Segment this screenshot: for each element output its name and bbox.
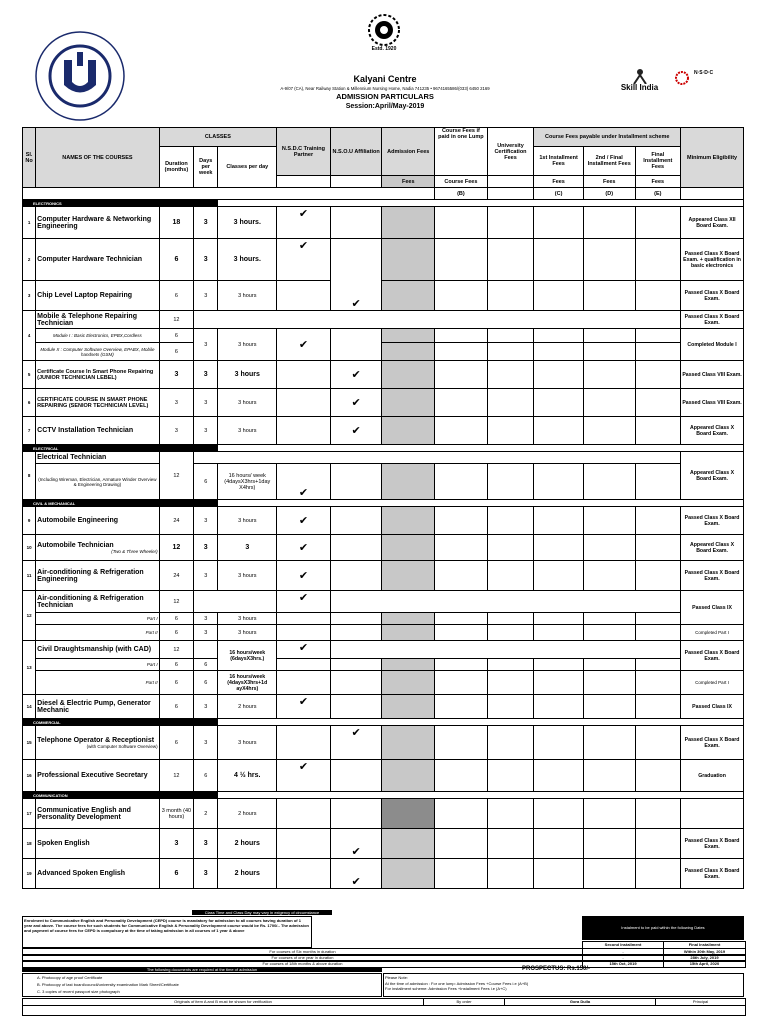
course-cpd: 3 hours: [218, 726, 277, 760]
course-sn: 12: [23, 591, 36, 641]
course-duration: 6: [159, 625, 193, 641]
col-admission: Admission Fees: [382, 128, 435, 176]
course-eligibility: Completed Module I: [681, 329, 744, 361]
course-days: 3: [194, 535, 218, 561]
course-eligibility: Passed Class X Board Exam.: [681, 311, 744, 329]
course-name: Telephone Operator & Receptionist: [37, 736, 155, 744]
schedule-final: 28th July, 2019: [663, 954, 746, 962]
course-cpd: 16 hours/week (6daysX3hrs.): [218, 641, 277, 671]
course-eligibility: Graduation: [681, 760, 744, 792]
course-name: Automobile Technician: [37, 541, 114, 549]
course-name: Professional Executive Secretary: [36, 760, 160, 792]
installment-heading: Instalment to be paid within the following Dates: [582, 916, 744, 940]
course-days: 6: [194, 464, 218, 500]
course-duration: 6: [159, 343, 193, 361]
table-header-row: [23, 188, 744, 200]
course-cpd: 3: [218, 535, 277, 561]
course-eligibility: Appeared Class X Board Exam.: [681, 452, 744, 500]
course-sn: 15: [23, 726, 36, 760]
course-eligibility: Completed Part I: [681, 671, 744, 695]
nsdc-check-icon: ✔: [277, 760, 331, 792]
course-duration: 6: [159, 671, 193, 695]
course-eligibility: Passed Class X Board Exam.: [681, 561, 744, 591]
fees-label: Fees: [583, 176, 635, 188]
col-e: (E): [635, 188, 681, 200]
course-eligibility: Passed Class X Board Exam.: [681, 281, 744, 311]
section-row: [23, 445, 744, 452]
table-row: [23, 239, 744, 281]
admission-table: [22, 127, 744, 889]
schedule-second: -: [582, 954, 664, 962]
principal-label: Principal: [655, 998, 746, 1006]
course-eligibility: Passed Class X Board Exam.: [681, 829, 744, 859]
nsdc-text: N·S·D·C: [694, 70, 714, 76]
table-row: [23, 829, 744, 859]
course-duration: 3: [159, 829, 193, 859]
table-row: [23, 535, 744, 561]
course-sn: 2: [23, 239, 36, 281]
course-eligibility: Appeared Class X Board Exam.: [681, 535, 744, 561]
course-duration: 6: [159, 726, 193, 760]
course-name: Certificate Course In Smart Phone Repairing (JUNIOR TECHNICIAN LEBEL): [36, 361, 160, 389]
col-nsdc: N.S.D.C Training Partner: [277, 128, 331, 176]
course-days: 3: [194, 829, 218, 859]
nsou-check-icon: ✔: [330, 417, 382, 445]
course-days: 3: [194, 239, 218, 281]
course-days: 3: [194, 329, 218, 361]
course-name: Electrical Technician: [36, 452, 160, 464]
table-row: [23, 561, 744, 591]
module-text: Module I : Basic Electronics, EPBX,Cordless: [53, 333, 142, 338]
course-eligibility: Passed Class X Board Exam.: [681, 859, 744, 889]
course-duration: 12: [159, 641, 193, 659]
prospectus-price: PROSPECTUS: Rs.150/-: [522, 966, 591, 972]
section-commercial: COMMERCIAL: [23, 719, 218, 726]
col-b: (B): [435, 188, 488, 200]
course-sn: 7: [23, 417, 36, 445]
course-subtitle: (Including Wireman, Electrician, Armature Winder Overview & Engineering Drawing): [38, 476, 157, 487]
table-row: [23, 464, 744, 500]
course-duration: 12: [159, 535, 193, 561]
skill-india-icon: [630, 68, 650, 84]
table-row: [23, 695, 744, 719]
section-electronics: ELECTRONICS: [23, 200, 218, 207]
course-sn: 14: [23, 695, 36, 719]
fees-label: Fees: [534, 176, 584, 188]
nsdc-check-icon: ✔: [277, 507, 331, 535]
document-b: B. Photocopy of last board/council/university examination Mark Sheet/Certificate: [37, 982, 179, 987]
nsdc-check-icon: ✔: [277, 695, 331, 719]
course-name: Communicative English and Personality Development: [36, 799, 160, 829]
course-name: Advanced Spoken English: [36, 859, 160, 889]
schedule-row-label: For courses of Six months in duration: [22, 948, 583, 956]
admission-title: ADMISSION PARTICULARS: [336, 92, 434, 101]
course-name: Diesel & Electric Pump, Generator Mechanic: [36, 695, 160, 719]
col-days: Days per week: [194, 147, 218, 188]
centre-address: A-9/07 (CA), Near Railway Station & Millennium Nursing Home, Nadia 741235 • 9674165586/(033) 6450 2169: [280, 86, 490, 91]
course-name: CERTIFICATE COURSE IN SMART PHONE REPAIRING (SENIOR TECHNICIAN LEVEL): [36, 389, 160, 417]
course-subtitle: (with Computer Software Overview): [86, 743, 158, 749]
course-name: CCTV Installation Technician: [36, 417, 160, 445]
course-eligibility: Passed Class IX: [681, 695, 744, 719]
section-row: [23, 792, 744, 799]
col-duration: Duration (months): [159, 147, 193, 188]
nsdc-check-icon: ✔: [277, 561, 331, 591]
module-text: Module X : Computer Software Overview, EPABX, Mobile handsets (GSM): [40, 346, 155, 357]
course-duration: 3: [159, 361, 193, 389]
final-installment-label: Final Installment: [663, 941, 746, 949]
course-eligibility: Completed Part I: [681, 625, 744, 641]
course-days: 3: [194, 859, 218, 889]
course-days: 3: [194, 561, 218, 591]
course-duration: 6: [159, 239, 193, 281]
course-duration: 12: [159, 591, 193, 613]
course-sn: 5: [23, 361, 36, 389]
course-duration: 6: [159, 281, 193, 311]
part-label: Part I: [146, 662, 158, 667]
schedule-final: Within 30th May, 2019: [663, 948, 746, 956]
col-d: (D): [583, 188, 635, 200]
nsdc-check-icon: ✔: [277, 207, 331, 239]
col-classes: CLASSES: [159, 128, 276, 147]
fees-label: Fees: [382, 176, 435, 188]
course-days: 3: [194, 507, 218, 535]
course-days: 6: [194, 760, 218, 792]
course-duration: 24: [159, 507, 193, 535]
table-row: [23, 671, 744, 695]
col-nsou: N.S.O.U Affiliation: [330, 128, 382, 176]
nsou-check-icon: ✔: [351, 298, 361, 310]
course-duration: 24: [159, 561, 193, 591]
table-row: [23, 760, 744, 792]
nsou-check-icon: ✔: [330, 859, 382, 889]
estd-text: Estd. 1920: [371, 46, 397, 52]
course-cpd: 3 hours: [218, 507, 277, 535]
course-cpd: 2 hours: [218, 859, 277, 889]
documents-list: [22, 973, 382, 997]
course-days: 2: [194, 799, 218, 829]
course-cpd: 3 hours: [218, 361, 277, 389]
course-duration: 12: [159, 311, 193, 329]
course-eligibility: Passed Class VIII Exam.: [681, 361, 744, 389]
course-cpd: 3 hours: [218, 329, 277, 361]
course-sn: 11: [23, 561, 36, 591]
course-cpd: 4 ½ hrs.: [218, 760, 277, 792]
course-duration: 6: [159, 329, 193, 343]
document-a: A. Photocopy of age proof Certificate: [37, 975, 103, 980]
col-installment: Course Fees payable under Installment scheme: [534, 128, 681, 147]
table-row: [23, 389, 744, 417]
centre-title: Kalyani Centre: [353, 74, 417, 84]
course-cpd: 2 hours: [218, 799, 277, 829]
table-row: [23, 659, 744, 671]
course-days: 3: [194, 613, 218, 625]
schedule-second: 15th Oct, 2019: [582, 960, 664, 968]
signatory-name: Gora Dulla: [504, 998, 656, 1006]
nsdc-check-icon: ✔: [277, 464, 331, 500]
please-note: Please Note:: [385, 975, 408, 980]
table-row: [23, 452, 744, 464]
table-row: [23, 329, 744, 343]
col-inst3: Final Installment Fees: [635, 147, 681, 176]
part-label: Part I: [146, 616, 158, 621]
course-cpd: 3 hours: [218, 389, 277, 417]
course-name: Computer Hardware & Networking Engineering: [36, 207, 160, 239]
course-days: 3: [194, 389, 218, 417]
course-name: Air-conditioning & Refrigeration Technician: [36, 591, 160, 613]
by-order: By order: [423, 998, 505, 1006]
course-cpd: 3 hours.: [218, 207, 277, 239]
course-cpd: 2 hours: [218, 829, 277, 859]
course-cpd: 3 hours: [218, 561, 277, 591]
table-row: [23, 859, 744, 889]
table-row: [23, 726, 744, 760]
col-inst2: 2nd / Final Installment Fees: [583, 147, 635, 176]
class-time-note: Class Time and Class Day may vary in exigency of circumstance: [192, 910, 332, 915]
nsdc-check-icon: ✔: [277, 535, 331, 561]
course-eligibility: Passed Class VIII Exam.: [681, 389, 744, 417]
course-cpd: 3 hours: [218, 281, 277, 311]
course-eligibility: Passed Class X Board Exam.: [681, 726, 744, 760]
col-inst1: 1st Installment Fees: [534, 147, 584, 176]
course-duration: 3 month (40 hours): [159, 799, 193, 829]
course-eligibility: Passed Class X Board Exam. + qualification in basic electronics: [681, 239, 744, 281]
schedule-row-label: For courses of 18th months & above duration: [22, 960, 583, 968]
course-duration: 12: [159, 452, 193, 500]
table-row: [23, 281, 744, 311]
course-sn: 6: [23, 389, 36, 417]
course-duration: 3: [159, 389, 193, 417]
course-sn: 8: [23, 452, 36, 500]
fees-label: Fees: [635, 176, 681, 188]
course-duration: 3: [159, 417, 193, 445]
table-row: [23, 207, 744, 239]
course-sn: 4: [23, 311, 36, 361]
section-communication: COMMUNICATION: [23, 792, 218, 799]
installment-note: For installment scheme: Admission Fees +Installment Fees i.e (A+C): [385, 986, 507, 991]
footer: [22, 910, 744, 1015]
course-days: 3: [194, 207, 218, 239]
documents-heading: The following documents are required at the time of admission: [22, 967, 382, 972]
course-days: 3: [194, 361, 218, 389]
table-row: [23, 799, 744, 829]
col-names: NAMES OF THE COURSES: [36, 128, 160, 188]
lump-note: At the time of admission : For one lump: Admission Fees +Course Fees i.e (A+B): [385, 980, 529, 986]
session-title: Session:April/May-2019: [345, 103, 425, 110]
section-electrical: ELECTRICAL: [23, 445, 218, 452]
course-sn: 13: [23, 641, 36, 695]
course-eligibility: Appeared Class XII Board Exam.: [681, 207, 744, 239]
course-eligibility: Passed Class X Board Exam.: [681, 507, 744, 535]
university-logo-icon: [34, 30, 126, 122]
skill-india-text: Skill India: [620, 83, 659, 92]
table-row: [23, 591, 744, 613]
nsdc-check-icon: ✔: [277, 239, 331, 281]
course-duration: 18: [159, 207, 193, 239]
section-row: [23, 500, 744, 507]
table-row: [23, 641, 744, 659]
course-days: 3: [194, 417, 218, 445]
course-cpd: 3 hours: [218, 417, 277, 445]
col-cpd: Classes per day: [218, 147, 277, 188]
document-c: C. 3 copies of recent passport size photograph: [37, 989, 120, 994]
col-c: (C): [534, 188, 584, 200]
course-name: Civil Draughtsmanship (with CAD): [36, 641, 160, 659]
nsdc-logo: [672, 68, 742, 98]
course-eligibility: [681, 799, 744, 829]
nsdc-check-icon: ✔: [277, 329, 331, 361]
schedule-final: 15th April, 2020: [663, 960, 746, 968]
course-sn: 16: [23, 760, 36, 792]
course-cpd: 2 hours: [218, 695, 277, 719]
nsou-check-icon: ✔: [330, 829, 382, 859]
table-row: [23, 507, 744, 535]
col-lump: Course Fees if paid in one Lump: [435, 128, 488, 176]
course-eligibility: Appeared Class X Board Exam.: [681, 417, 744, 445]
course-days: 3: [194, 695, 218, 719]
section-row: [23, 719, 744, 726]
nsou-check-icon: ✔: [330, 361, 382, 389]
nsdc-icon: [674, 70, 690, 86]
nsou-check-icon: ✔: [330, 389, 382, 417]
course-cpd: 16 hours/week (4daysX3hrs+1d ayX4hrs): [218, 671, 277, 695]
section-civil: CIVIL & MECHANICAL: [23, 500, 218, 507]
part-label: Part II: [145, 630, 158, 635]
course-cpd: 3 hours: [218, 625, 277, 641]
course-fees-label: Course Fees: [435, 176, 488, 188]
course-duration: 6: [159, 613, 193, 625]
second-installment-label: Second Installment: [582, 941, 664, 949]
course-cpd: 16 hours/ week (4daysX3hrs+1day X4hrs): [218, 464, 277, 500]
originals-note: Originals of item A and B must be shown for verification: [22, 998, 424, 1006]
course-name: Automobile Engineering: [36, 507, 160, 535]
header: [0, 0, 768, 125]
course-days: 3: [194, 726, 218, 760]
payment-note: [383, 973, 744, 997]
course-name: Mobile & Telephone Repairing Technician: [36, 311, 160, 329]
table-header-row: [23, 128, 744, 147]
course-subtitle: (Two & Three Wheeler): [111, 548, 158, 554]
table-row: [23, 343, 744, 361]
schedule-row-label: For courses of one year in duration: [22, 954, 583, 962]
course-duration: 6: [159, 695, 193, 719]
table-row: [23, 625, 744, 641]
col-slno: Sl. No: [23, 128, 36, 188]
col-min-elig: Minimum Eligibility: [681, 128, 744, 188]
table-row: [23, 361, 744, 389]
course-duration: 6: [159, 659, 193, 671]
table-row: [23, 613, 744, 625]
course-sn: 9: [23, 507, 36, 535]
course-sn: 1: [23, 207, 36, 239]
course-sn: 18: [23, 829, 36, 859]
col-univ: University Certification Fees: [487, 128, 534, 176]
course-sn: 3: [23, 281, 36, 311]
course-sn: 10: [23, 535, 36, 561]
table-row: [23, 417, 744, 445]
course-duration: 12: [159, 760, 193, 792]
course-days: 3: [194, 281, 218, 311]
course-name: Air-conditioning & Refrigeration Engineering: [36, 561, 160, 591]
course-eligibility: Passed Class X Board Exam.: [681, 641, 744, 671]
course-sn: 17: [23, 799, 36, 829]
footer-blank-row: [22, 1005, 746, 1016]
course-days: 3: [194, 625, 218, 641]
course-days: 6: [194, 659, 218, 671]
course-name: Spoken English: [36, 829, 160, 859]
nsdc-check-icon: ✔: [277, 641, 331, 659]
course-sn: 19: [23, 859, 36, 889]
table-row: [23, 311, 744, 329]
cepd-note: Enrolment to Communicative English and Personality Development (CEPD) course is mandatory for admission to all courses having duration of 1 year and above. The course fees for such students for Communicative English & Personality Development course would be Rs. 1700/-. The admission and payment of course fees for CEPD is compulsory at the time of taking admission in all courses of 1 year & above: [22, 916, 312, 948]
course-name: Computer Hardware Technician: [36, 239, 160, 281]
nsou-check-icon: ✔: [330, 726, 382, 760]
skill-india-logo: [612, 68, 667, 98]
part-label: Part II: [145, 680, 158, 685]
course-eligibility: Passed Class IX: [681, 591, 744, 625]
course-duration: 6: [159, 859, 193, 889]
course-cpd: 3 hours.: [218, 239, 277, 281]
course-name: Chip Level Laptop Repairing: [36, 281, 160, 311]
course-days: 6: [194, 671, 218, 695]
course-cpd: 3 hours: [218, 613, 277, 625]
nsdc-check-icon: ✔: [277, 591, 331, 613]
section-row: [23, 200, 744, 207]
schedule-second: -: [582, 948, 664, 956]
